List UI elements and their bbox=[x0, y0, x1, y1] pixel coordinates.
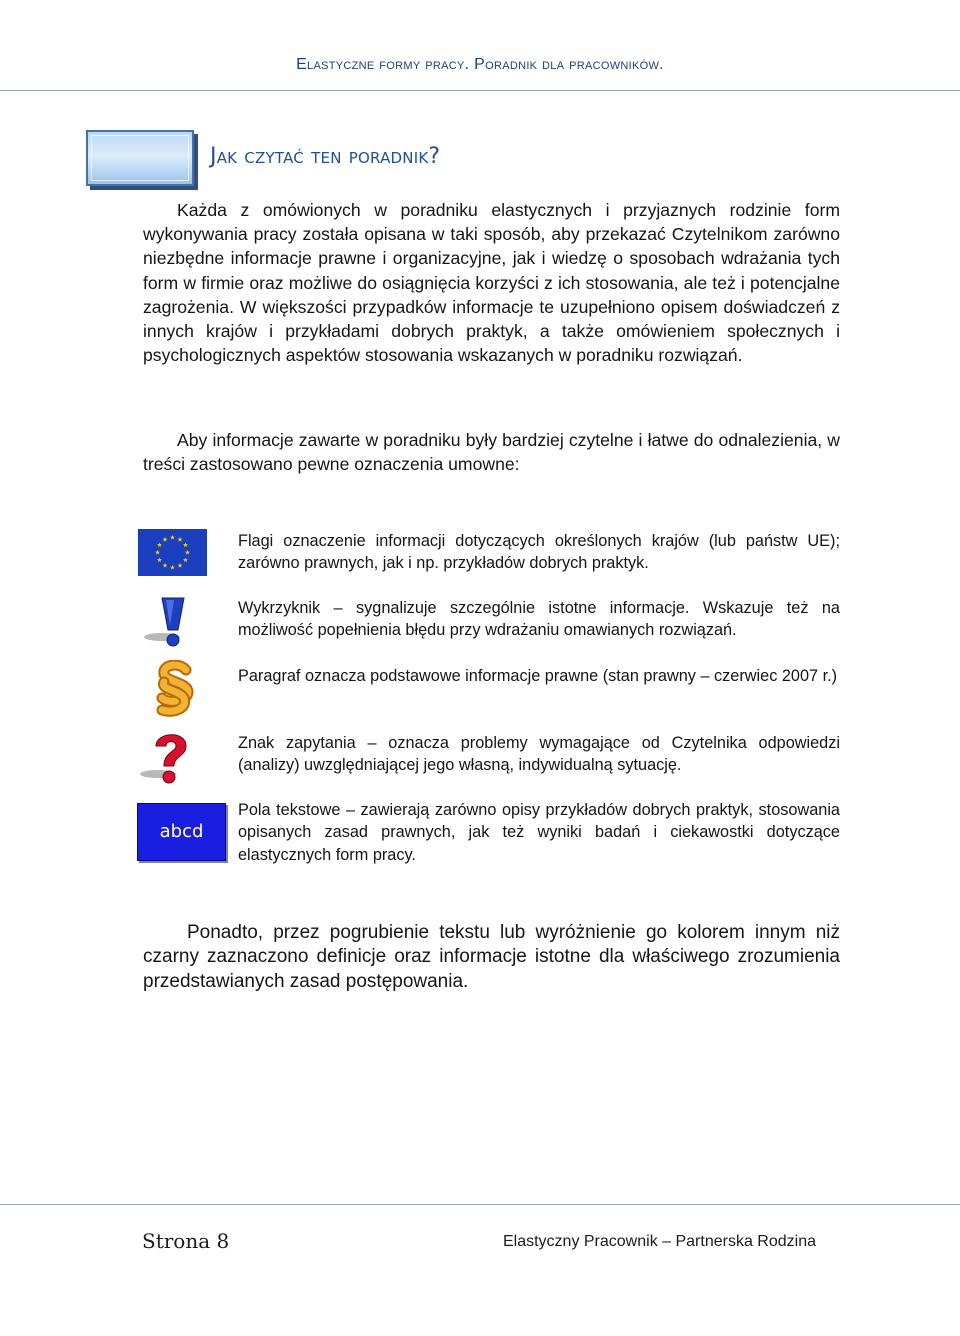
question-icon bbox=[136, 728, 198, 786]
body-paragraph-legend-intro: Aby informacje zawarte w poradniku były bardziej czytelne i łatwe do odnalezienia, w treści zastosowano pewne oznaczenia umowne: bbox=[143, 430, 840, 475]
text-box-icon: abcd bbox=[137, 803, 226, 861]
heading-box-highlight bbox=[91, 135, 189, 181]
page-number: Strona 8 bbox=[142, 1229, 230, 1253]
body-paragraph-intro: Każda z omówionych w poradniku elastycznych i przyjaznych rodzinie form wykonywania pracy została opisana w taki sposób, aby przekazać Czytelnikom zarówno niezbędne informacje prawne i organizacyjne, jak i wiedzę o sposobach wdrażania tych form w firmie oraz możliwe do osiągnięcia korzyści z ich stosowania, ale też i potencjalne zagrożenia. W większości przypadków informacje te uzupełniono opisem doświadczeń z innych krajów i przykładami dobrych praktyk, a także omówieniem społecznych i psychologicznych aspektów stosowania wskazanych w poradniku rozwiązań. bbox=[143, 200, 840, 366]
paragraph-icon bbox=[150, 660, 200, 718]
legend-item-flags: Flagi oznaczenie informacji dotyczących określonych krajów (lub państw UE); zarówno prawnych, jak i np. przykładów dobrych praktyk. bbox=[238, 532, 840, 573]
header-rule bbox=[0, 90, 960, 91]
footer-publication-title: Elastyczny Pracownik – Partnerska Rodzina bbox=[502, 1233, 816, 1250]
footer-rule bbox=[0, 1204, 960, 1205]
section-heading: Jak czytać ten poradnik? bbox=[210, 144, 441, 169]
legend-item-question: Znak zapytania – oznacza problemy wymagające od Czytelnika odpowiedzi (analizy) uwzględniającej jego własną, indywidualną sytuację. bbox=[238, 734, 840, 775]
legend-item-exclamation: Wykrzyknik – sygnalizuje szczególnie istotne informacje. Wskazuje też na możliwość popełnienia błędu przy wdrażaniu omawianych rozwiązań. bbox=[238, 599, 840, 640]
exclamation-icon bbox=[140, 596, 196, 648]
legend-item-text-box: Pola tekstowe – zawierają zarówno opisy przykładów dobrych praktyk, stosowania opisanych zasad prawnych, jak też wyniki badań i ciekawostki dotyczące elastycznych form pracy. bbox=[238, 801, 840, 864]
eu-flag-icon bbox=[138, 529, 207, 576]
body-paragraph-closing: Ponadto, przez pogrubienie tekstu lub wyróżnienie go kolorem innym niż czarny zaznaczono definicje oraz informacje istotne dla właściwego zrozumienia przedstawianych zasad postępowania. bbox=[143, 922, 840, 992]
heading-decoration-box bbox=[86, 130, 194, 186]
legend-item-paragraph: Paragraf oznacza podstawowe informacje prawne (stan prawny – czerwiec 2007 r.) bbox=[238, 667, 838, 685]
running-header: Elastyczne formy pracy. Poradnik dla pracowników. bbox=[296, 56, 664, 73]
